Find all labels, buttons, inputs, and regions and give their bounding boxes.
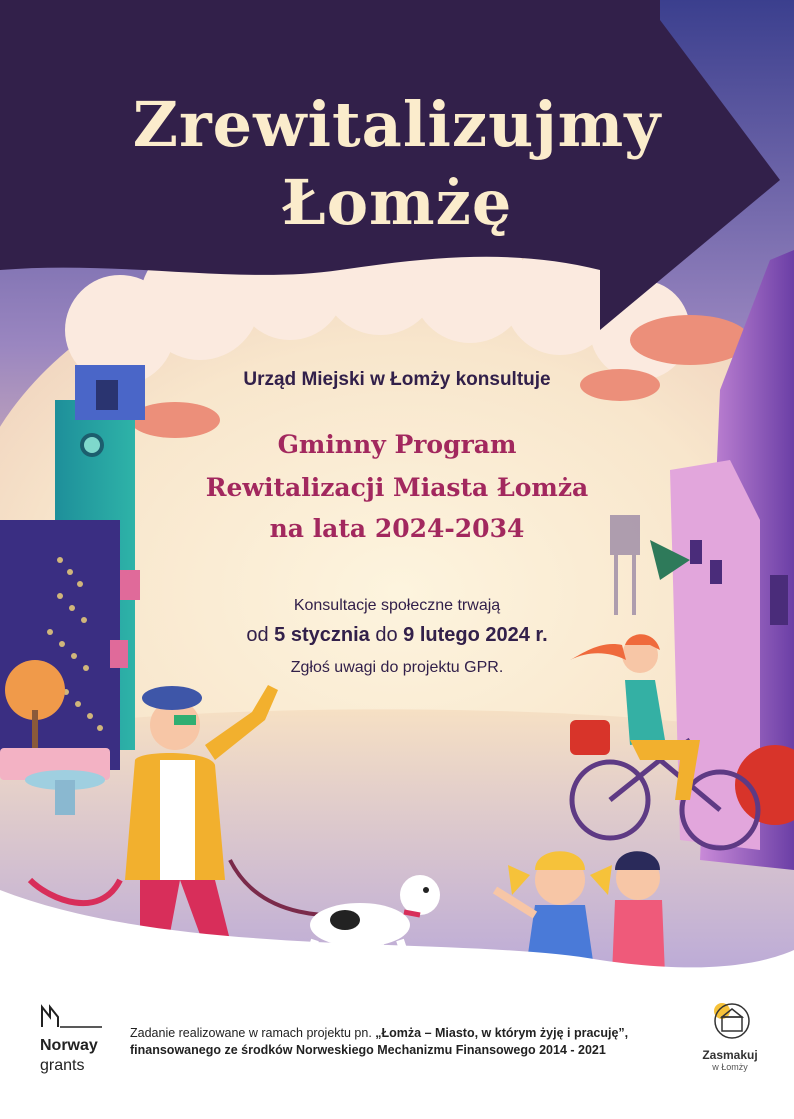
dates-start: 5 stycznia (274, 624, 370, 646)
footer-text-prefix: Zadanie realizowane w ramach projektu pn. (130, 1026, 376, 1040)
footer-text-line2: finansowanego ze środków Norweskiego Mechanizmu Finansowego 2014 - 2021 (130, 1043, 606, 1057)
duration-line: Konsultacje społeczne trwają (293, 597, 501, 614)
w-lomzy-label: w Łomży (712, 1062, 748, 1072)
note-line: Zgłoś uwagi do projektu GPR. (290, 659, 504, 676)
program-line-1: Gminny Program (277, 430, 517, 459)
footer-text (130, 1025, 628, 1059)
title-line-2: Łomżę (281, 166, 513, 239)
program-line-3: na lata 2024-2034 (269, 514, 525, 543)
dates-do: do (375, 624, 398, 646)
dates-line (0, 624, 794, 647)
zasmakuj-label: Zasmakuj (702, 1048, 758, 1062)
footer (0, 985, 794, 1119)
norway-grants-logo-icon (40, 1003, 104, 1031)
dates-od: od (246, 624, 269, 646)
dates-end: 9 lutego 2024 r. (403, 624, 548, 646)
footer-project-name: „Łomża – Miasto, w którym żyję i pracuję”, (375, 1026, 629, 1040)
norway-label: Norway (40, 1037, 98, 1054)
program-line-2: Rewitalizacji Miasta Łomża (205, 473, 589, 502)
grants-label: grants (40, 1057, 85, 1074)
town-hall-icon (708, 997, 752, 1041)
title-line-1: Zrewitalizujmy (132, 88, 662, 161)
zasmakuj-logo (690, 997, 770, 1072)
consult-line: Urząd Miejski w Łomży konsultuje (243, 369, 551, 390)
